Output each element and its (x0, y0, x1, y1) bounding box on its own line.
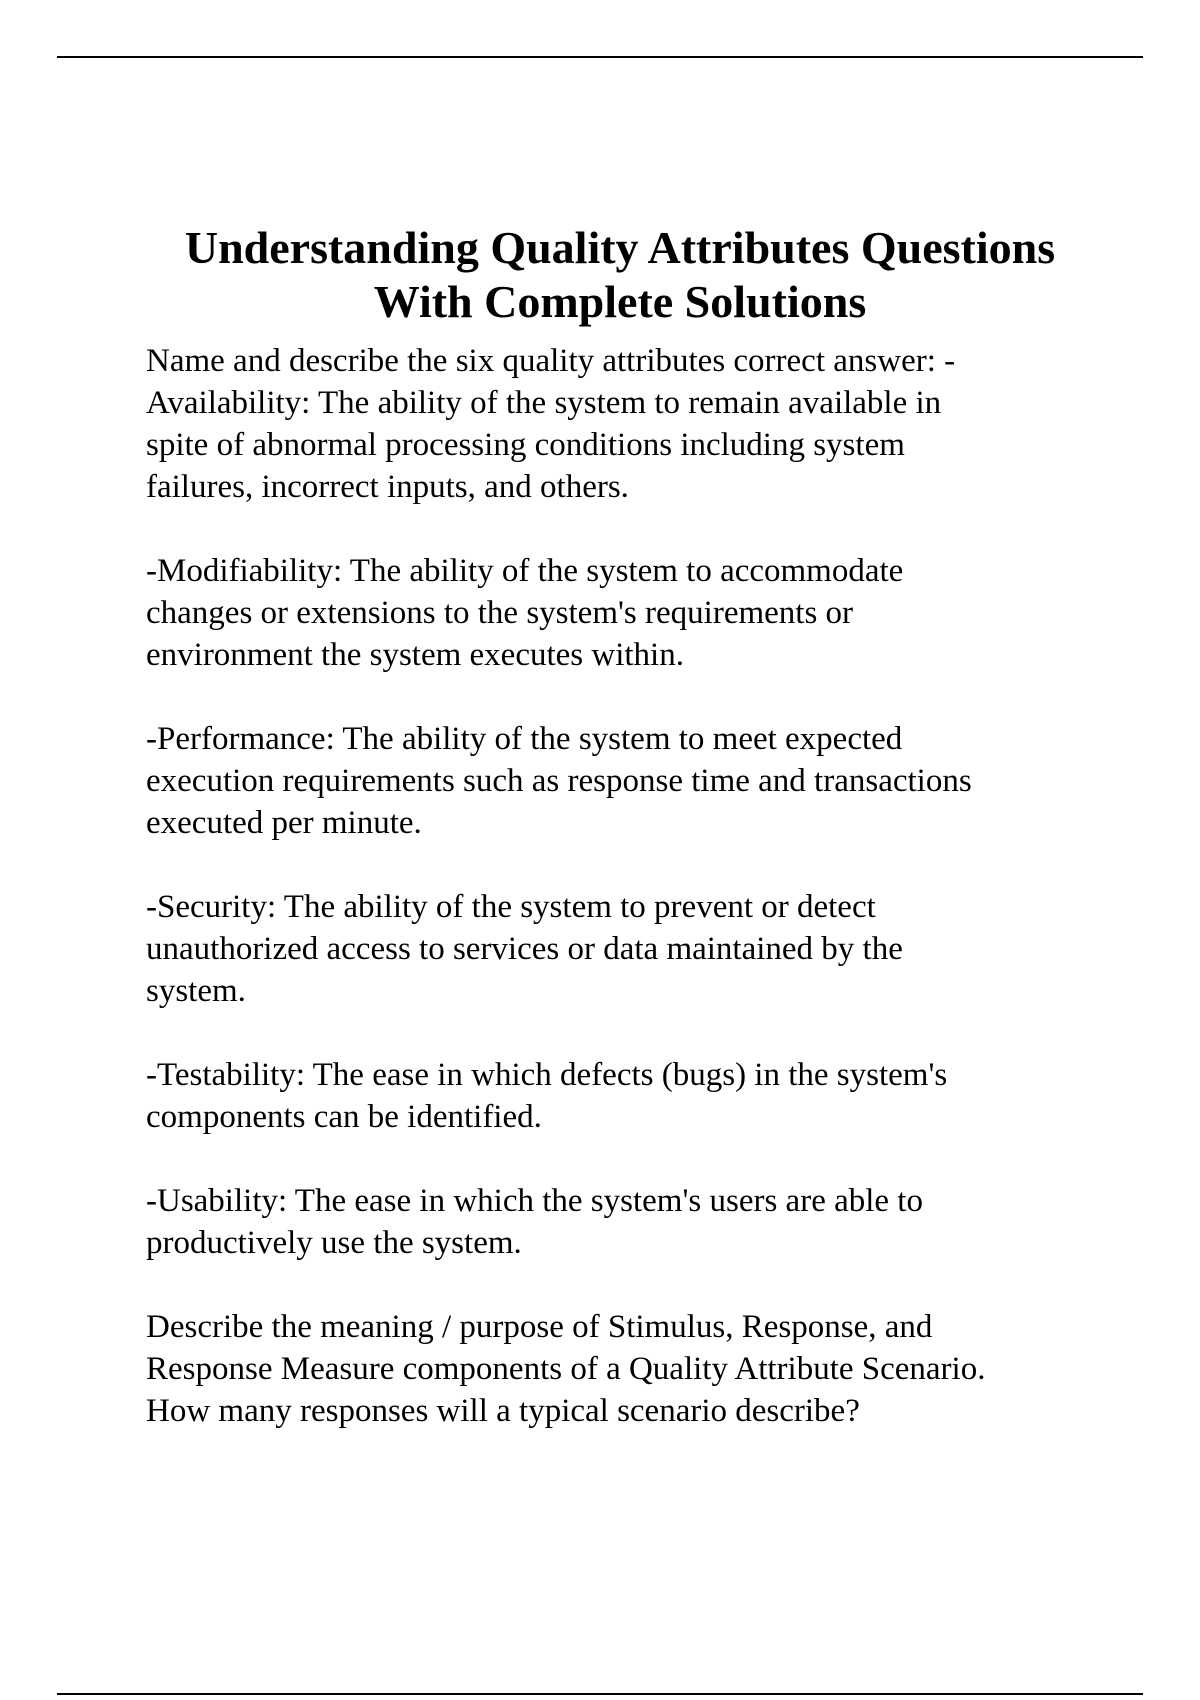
text-line: execution requirements such as response time and transactions (146, 763, 972, 799)
text-line: components can be identified. (146, 1099, 542, 1135)
text-line: failures, incorrect inputs, and others. (146, 469, 629, 505)
text-line: Response Measure components of a Quality Attribute Scenario. (146, 1351, 986, 1387)
text-line: spite of abnormal processing conditions including system (146, 427, 905, 463)
top-divider (57, 56, 1143, 58)
text-line: -Usability: The ease in which the system's users are able to (146, 1183, 923, 1219)
paragraph-scenario-question (146, 1306, 1106, 1432)
paragraph-performance (146, 718, 1106, 844)
text-line: -Security: The ability of the system to prevent or detect (146, 889, 876, 925)
paragraph-security (146, 886, 1106, 1012)
text-line: Describe the meaning / purpose of Stimulus, Response, and (146, 1309, 933, 1345)
title-line-1: Understanding Quality Attributes Questions (184, 221, 1056, 273)
paragraph-testability (146, 1054, 1106, 1138)
text-line: changes or extensions to the system's requirements or (146, 595, 854, 631)
paragraph-quality-attributes (146, 340, 1106, 508)
title-line-2: With Complete Solutions (373, 275, 867, 327)
document-title (60, 221, 1180, 329)
text-line: -Performance: The ability of the system to meet expected (146, 721, 903, 757)
text-line: -Modifiability: The ability of the system to accommodate (146, 553, 904, 589)
text-line: unauthorized access to services or data maintained by the (146, 931, 903, 967)
text-line: How many responses will a typical scenario describe? (146, 1393, 860, 1429)
text-line: environment the system executes within. (146, 637, 684, 673)
document-body (146, 340, 1106, 1474)
paragraph-modifiability (146, 550, 1106, 676)
text-line: Name and describe the six quality attributes correct answer: - (146, 343, 956, 379)
text-line: -Testability: The ease in which defects (bugs) in the system's (146, 1057, 948, 1093)
bottom-divider (57, 1693, 1143, 1695)
text-line: executed per minute. (146, 805, 422, 841)
text-line: productively use the system. (146, 1225, 522, 1261)
paragraph-usability (146, 1180, 1106, 1264)
text-line: Availability: The ability of the system to remain available in (146, 385, 942, 421)
text-line: system. (146, 973, 246, 1009)
